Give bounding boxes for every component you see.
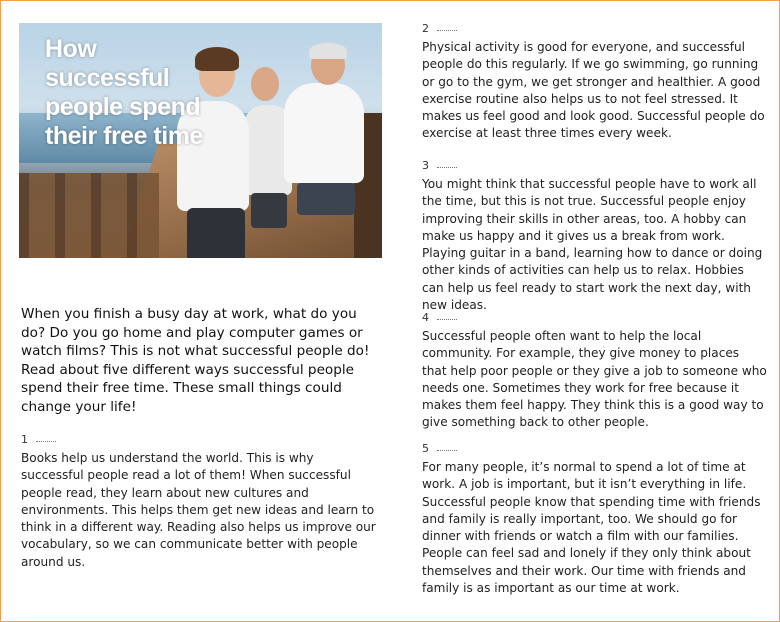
paragraph-block-5 [422, 442, 767, 597]
article-title: How successful people spend their free time [45, 35, 203, 150]
paragraph-number: 1 [21, 433, 376, 447]
heading-blank[interactable] [437, 167, 457, 168]
paragraph-block-3 [422, 159, 767, 314]
paragraph-text: Successful people often want to help the local community. For example, they give money to places that help poor people or they give a job to someone who needs one. Sometimes they work for free because it makes them feel happy. They think this is a good way to give something back to other people. [422, 329, 767, 430]
heading-blank[interactable] [437, 450, 457, 451]
paragraph-number: 2 [422, 22, 767, 36]
runner-woman-back-shorts [251, 193, 287, 228]
paragraph-text: Physical activity is good for everyone, and successful people do this regularly. If we go swimming, go running or go to the gym, we get stronger and healthier. A good exercise routine also helps us to not feel stressed. It makes us feel good and look good. Successful people do exercise at least three times every week. [422, 40, 765, 141]
runner-man-body [284, 83, 364, 183]
runner-man-hair [309, 43, 347, 59]
heading-blank[interactable] [437, 319, 457, 320]
paragraph-number: 4 [422, 311, 767, 325]
paragraph-block-2 [422, 22, 767, 143]
heading-blank[interactable] [437, 30, 457, 31]
runner-woman-back-head [251, 67, 279, 101]
paragraph-block-4 [422, 311, 767, 432]
paragraph-text: For many people, it’s normal to spend a lot of time at work. A job is important, but it isn’t everything in life. Successful people know that spending time with friends and family is really important, too. We should go for dinner with friends or watch a film with our families. People can feel sad and lonely if they only think about themselves and their work. Our time with friends and family is as important as our time at work. [422, 460, 761, 596]
intro-paragraph: When you finish a busy day at work, what do you do? Do you go home and play computer games or watch films? This is not what successful people do! Read about five different ways successful people spend their free time. These small things could change your life! [21, 306, 370, 415]
heading-blank[interactable] [36, 441, 56, 442]
runner-man-shorts [297, 183, 355, 215]
paragraph-text: You might think that successful people have to work all the time, but this is not true. Successful people enjoy improving their skills in other areas, too. A hobby can make us happy and it gives us a break from work. Playing guitar in a band, learning how to dance or doing other kinds of activities can help us to relax. Hobbies can help us feel ready to start work the next day, with new ideas. [422, 177, 763, 313]
paragraph-block-1 [21, 433, 376, 571]
paragraph-number: 3 [422, 159, 767, 173]
hero-photo [19, 23, 382, 258]
paragraph-number: 5 [422, 442, 767, 456]
paragraph-text: Books help us understand the world. This is why successful people read a lot of them! When successful people read, they learn about new cultures and environments. This helps them get new ideas and learn to think in a different way. Reading also helps us improve our vocabulary, so we can communicate better with people around us. [21, 451, 376, 569]
runner-woman-front-shorts [187, 208, 245, 258]
fence-rail-left [19, 173, 159, 258]
